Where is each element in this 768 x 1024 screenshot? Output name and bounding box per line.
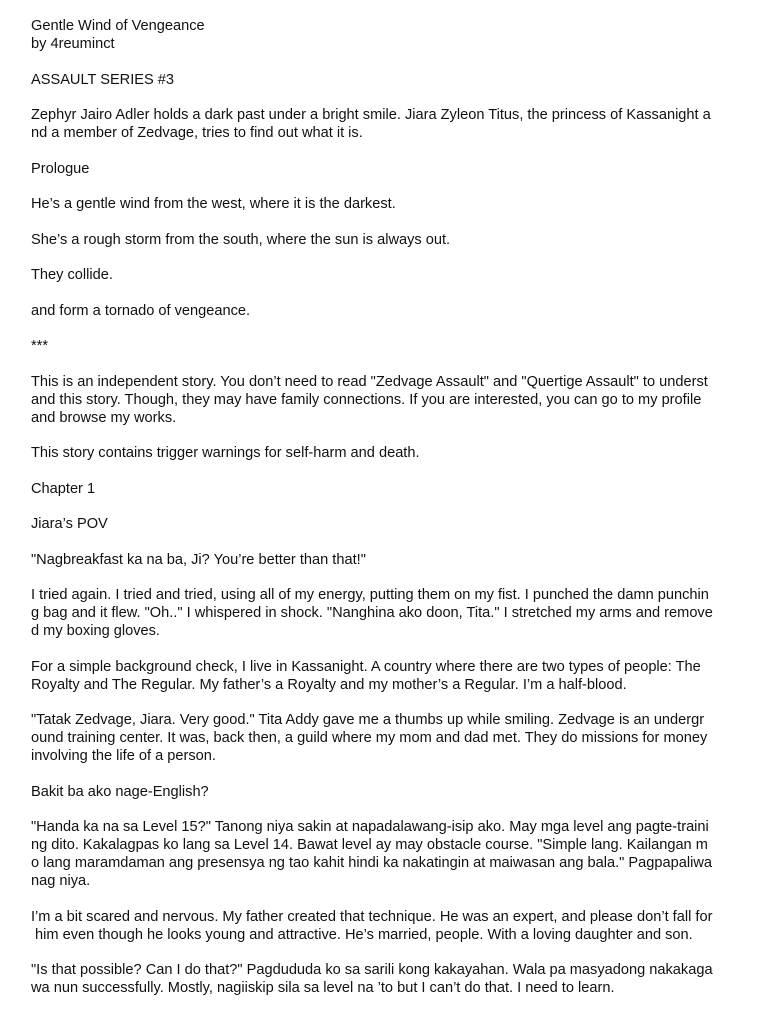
pov-label: Jiara’s POV (31, 516, 108, 532)
author-note-line: and browse my works. (31, 409, 177, 426)
prologue-heading: Prologue (31, 160, 90, 177)
blurb-line: Zephyr Jairo Adler holds a dark past under a bright smile. Jiara Zyleon Titus, the princess of Kassanight a (31, 107, 711, 123)
paragraph-line: g bag and it flew. "Oh.." I whispered in shock. "Nanghina ako doon, Tita." I stretched my arms and remove (31, 605, 713, 621)
paragraph-line: "Is that possible? Can I do that?" Pagdududa ko sa sarili kong kakayahan. Wala pa masyadong nakakaga (31, 962, 713, 978)
paragraph-line: ound training center. It was, back then, a guild where my mom and dad met. They do missions for money (31, 730, 708, 746)
paragraph-line: nag niya. (31, 873, 91, 889)
story-author: by 4reuminct (31, 36, 115, 52)
story-title: Gentle Wind of Vengeance (31, 18, 205, 34)
paragraph-line: I’m a bit scared and nervous. My father created that technique. He was an expert, and please don’t fall for (31, 908, 713, 925)
paragraph-line: ng dito. Kakalagpas ko lang sa Level 14. Bawat level ay may obstacle course. "Simple lang. Kailangan m (31, 837, 708, 853)
paragraph-line: d my boxing gloves. (31, 623, 160, 639)
paragraph-line: For a simple background check, I live in Kassanight. A country where there are two types of people: The (31, 658, 701, 675)
paragraph-line: o lang maramdaman ang presensya ng tao kahit hindi ka nakatingin at maiwasan ang bala." Pagpapaliwa (31, 855, 712, 871)
prologue-line: She’s a rough storm from the south, where the sun is always out. (31, 231, 451, 248)
trigger-warning: This story contains trigger warnings for self-harm and death. (31, 445, 420, 461)
document-page (31, 17, 743, 997)
paragraph-line: Royalty and The Regular. My father’s a Royalty and my mother’s a Regular. I’m a half-blood. (31, 676, 627, 693)
blurb-line: nd a member of Zedvage, tries to find out what it is. (31, 125, 363, 141)
chapter-heading: Chapter 1 (31, 480, 96, 497)
separator: *** (31, 338, 49, 354)
prologue-line: He’s a gentle wind from the west, where it is the darkest. (31, 196, 396, 212)
paragraph-line: I tried again. I tried and tried, using all of my energy, putting them on my fist. I punched the damn punchin (31, 587, 709, 603)
paragraph-line: Bakit ba ako nage-English? (31, 783, 209, 800)
paragraph-line: "Tatak Zedvage, Jiara. Very good." Tita Addy gave me a thumbs up while smiling. Zedvage is an undergr (31, 712, 705, 728)
paragraph-line: involving the life of a person. (31, 748, 216, 764)
paragraph-line: wa nun successfully. Mostly, nagiiskip sila sa level na ’to but I can’t do that. I need to learn. (31, 980, 615, 996)
author-note-line: This is an independent story. You don’t need to read "Zedvage Assault" and "Quertige Assault" to underst (31, 373, 708, 390)
paragraph-line: "Nagbreakfast ka na ba, Ji? You’re better than that!" (31, 551, 366, 568)
author-note-line: and this story. Though, they may have family connections. If you are interested, you can go to my profile (31, 391, 702, 408)
paragraph-line: him even though he looks young and attractive. He’s married, people. With a loving daughter and son. (31, 926, 693, 943)
prologue-line: and form a tornado of vengeance. (31, 302, 251, 319)
prologue-line: They collide. (31, 267, 113, 283)
series-label: ASSAULT SERIES #3 (31, 71, 175, 88)
paragraph-line: "Handa ka na sa Level 15?" Tanong niya sakin at napadalawang-isip ako. May mga level ang pagte-traini (31, 819, 709, 835)
